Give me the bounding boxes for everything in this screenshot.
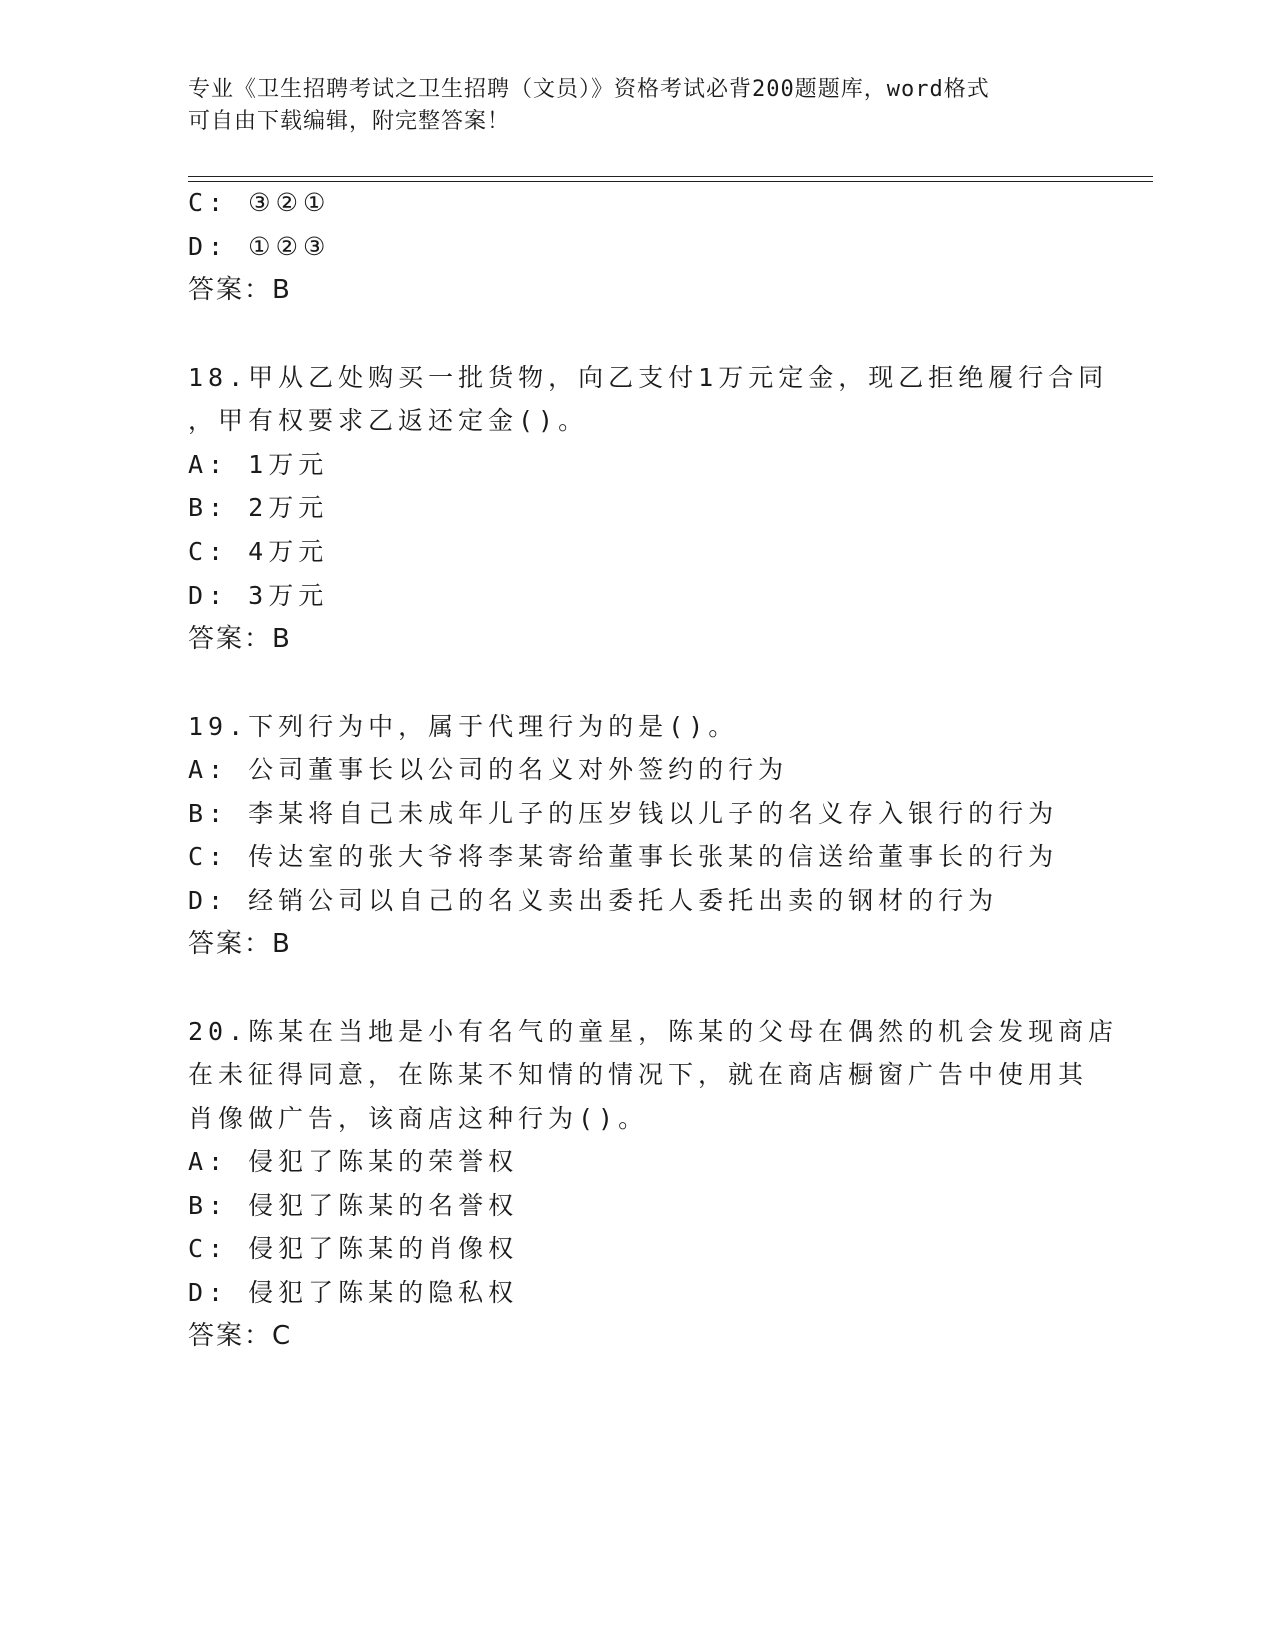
q18-option-d: D: 3万元 — [188, 581, 329, 610]
q19-option-a: A: 公司董事长以公司的名义对外签约的行为 — [188, 755, 789, 784]
q17-option-d: D: ①②③ — [188, 232, 331, 261]
header-line-1: 专业《卫生招聘考试之卫生招聘（文员）》资格考试必背200题题库，word格式 — [188, 77, 990, 102]
q20-stem-line-1: 20.陈某在当地是小有名气的童星，陈某的父母在偶然的机会发现商店 — [188, 1017, 1119, 1046]
q19-stem-line-1: 19.下列行为中，属于代理行为的是()。 — [188, 712, 739, 741]
q20-answer: 答案：C — [188, 1321, 293, 1351]
q19-option-c: C: 传达室的张大爷将李某寄给董事长张某的信送给董事长的行为 — [188, 842, 1059, 871]
q19-option-d: D: 经销公司以自己的名义卖出委托人委托出卖的钢材的行为 — [188, 886, 999, 915]
header-rule-bottom — [188, 181, 1153, 182]
q18-option-c: C: 4万元 — [188, 537, 329, 566]
q18-stem-line-1: 18.甲从乙处购买一批货物，向乙支付1万元定金，现乙拒绝履行合同 — [188, 363, 1109, 392]
q20-option-b: B: 侵犯了陈某的名誉权 — [188, 1191, 519, 1220]
q19-option-b: B: 李某将自己未成年儿子的压岁钱以儿子的名义存入银行的行为 — [188, 799, 1059, 828]
q18-stem-line-2: ，甲有权要求乙返还定金()。 — [188, 406, 589, 435]
header-rule-top — [188, 176, 1153, 177]
q20-stem-line-2: 在未征得同意，在陈某不知情的情况下，就在商店橱窗广告中使用其 — [188, 1060, 1089, 1089]
q20-option-d: D: 侵犯了陈某的隐私权 — [188, 1278, 519, 1307]
q19-answer: 答案：B — [188, 929, 292, 959]
q20-option-c: C: 侵犯了陈某的肖像权 — [188, 1234, 519, 1263]
q18-option-a: A: 1万元 — [188, 450, 329, 479]
q17-answer: 答案：B — [188, 275, 292, 305]
header-line-2: 可自由下载编辑，附完整答案！ — [188, 109, 511, 134]
q20-option-a: A: 侵犯了陈某的荣誉权 — [188, 1147, 519, 1176]
document-header — [188, 74, 1088, 138]
q17-option-c: C: ③②① — [188, 188, 331, 217]
q20-stem-line-3: 肖像做广告，该商店这种行为()。 — [188, 1104, 649, 1133]
q18-answer: 答案：B — [188, 624, 292, 654]
q18-option-b: B: 2万元 — [188, 493, 329, 522]
